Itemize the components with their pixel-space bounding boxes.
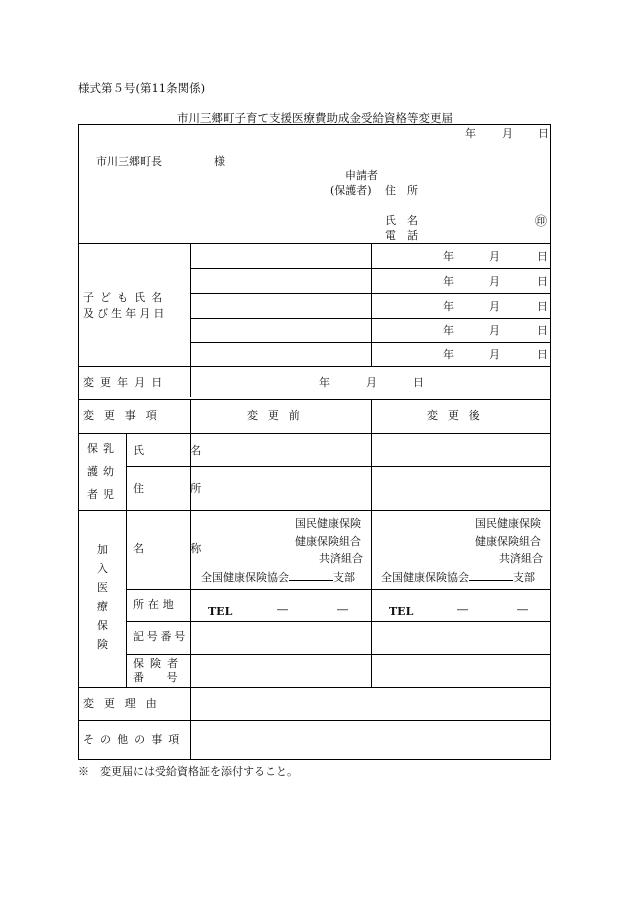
branch-blank: [289, 570, 333, 581]
kyokai-suffix: 支部: [333, 571, 355, 584]
before-change-header: 変更前: [247, 409, 310, 422]
option-kokuho: 国民健康保険: [295, 517, 361, 530]
row-divider: [190, 268, 550, 269]
row-divider: [79, 366, 550, 367]
kyokai-suffix: 支部: [513, 571, 535, 584]
dash-after-1: ―: [457, 603, 468, 616]
insurer-number-label: 保険者: [133, 657, 185, 670]
row-divider: [190, 342, 550, 343]
insurance-char: 加: [97, 543, 108, 556]
document-title: 市川三郷町子育て支援医療費助成金受給資格等変更届: [177, 111, 453, 125]
child-row-month: 月: [489, 275, 500, 288]
row-divider: [190, 293, 550, 294]
infant-char: 幼: [103, 465, 114, 478]
change-date-day: 日: [413, 376, 424, 389]
child-row-day: 日: [537, 300, 548, 313]
row-divider: [79, 433, 550, 434]
symbol-number-label: 記号番号: [133, 630, 188, 643]
col-divider: [371, 243, 372, 366]
dash-before-2: ―: [337, 603, 348, 616]
child-row-year: 年: [443, 348, 454, 361]
other-items-label: その他の事項: [83, 733, 186, 746]
guardian-label: (保護者): [330, 184, 372, 197]
option-kenpo: 健康保険組合: [475, 535, 541, 548]
row-divider: [79, 399, 550, 400]
option-kenpo: 健康保険組合: [295, 535, 361, 548]
child-row-year: 年: [443, 300, 454, 313]
location-label: 所在地: [133, 598, 178, 611]
child-row-month: 月: [489, 324, 500, 337]
change-items-label: 変更事項: [83, 409, 167, 422]
kyokai-prefix: 全国健康保険協会: [201, 571, 289, 584]
children-label-line2: 及び生年月日: [83, 307, 168, 320]
insurance-char: 入: [97, 562, 108, 575]
branch-blank: [469, 570, 513, 581]
insurer-number-label-line2: 番号: [133, 671, 201, 684]
col-divider: [190, 243, 191, 397]
child-row-year: 年: [443, 250, 454, 263]
insurance-char: 療: [97, 600, 108, 613]
kyokai-prefix: 全国健康保険協会: [381, 571, 469, 584]
child-row-month: 月: [489, 348, 500, 361]
col-divider: [126, 433, 127, 687]
child-row-month: 月: [489, 300, 500, 313]
child-row-year: 年: [443, 324, 454, 337]
date-month: 月: [502, 127, 513, 140]
dash-before-1: ―: [277, 603, 288, 616]
guardian-char: 保: [87, 442, 98, 455]
insurance-char: 険: [97, 638, 108, 651]
after-change-header: 変更後: [427, 409, 490, 422]
insurance-char: 保: [97, 619, 108, 632]
change-date-month: 月: [366, 376, 377, 389]
row-divider: [79, 243, 550, 244]
option-kokuho: 国民健康保険: [475, 517, 541, 530]
child-row-day: 日: [537, 348, 548, 361]
child-row-day: 日: [537, 324, 548, 337]
row-divider: [79, 720, 550, 721]
guardian-name-label: 氏 名: [133, 444, 219, 457]
col-divider: [371, 399, 372, 687]
form-number: 様式第５号(第11条関係): [78, 81, 206, 95]
change-date-year: 年: [319, 376, 330, 389]
infant-char: 児: [103, 488, 114, 501]
option-kyosai: 共済組合: [319, 552, 363, 565]
honorific: 様: [214, 155, 225, 168]
option-kyokai: [381, 570, 535, 583]
child-row-day: 日: [537, 250, 548, 263]
row-divider: [190, 318, 550, 319]
applicant-label: 申請者: [345, 169, 378, 182]
child-row-year: 年: [443, 275, 454, 288]
guardian-char: 護: [87, 465, 98, 478]
date-day: 日: [538, 127, 549, 140]
guardian-address-label: 住 所: [133, 482, 219, 495]
change-date-label: 変更年月日: [83, 376, 169, 389]
tel-label-after: TEL: [389, 605, 414, 618]
address-label: 住 所: [385, 184, 418, 197]
child-row-day: 日: [537, 275, 548, 288]
row-divider: [79, 510, 550, 511]
seal-mark: ㊞: [535, 214, 548, 228]
footnote: ※ 変更届には受給資格証を添付すること。: [78, 765, 298, 778]
row-divider: [79, 687, 550, 688]
phone-label: 電 話: [385, 229, 418, 242]
applicant-name-label: 氏 名: [385, 214, 418, 227]
option-kyosai: 共済組合: [499, 552, 543, 565]
children-label: 子ども氏名: [83, 291, 169, 304]
infant-char: 乳: [103, 442, 114, 455]
mayor-addressee: 市川三郷町長: [96, 155, 162, 168]
tel-label-before: TEL: [208, 605, 233, 618]
date-year: 年: [465, 127, 476, 140]
dash-after-2: ―: [517, 603, 528, 616]
child-row-month: 月: [489, 250, 500, 263]
insurance-name-label: 名 称: [133, 542, 219, 555]
option-kyokai: [201, 570, 355, 583]
form-table: [78, 124, 551, 760]
insurance-char: 医: [97, 581, 108, 594]
change-reason-label: 変更理由: [83, 697, 167, 710]
guardian-char: 者: [87, 488, 98, 501]
